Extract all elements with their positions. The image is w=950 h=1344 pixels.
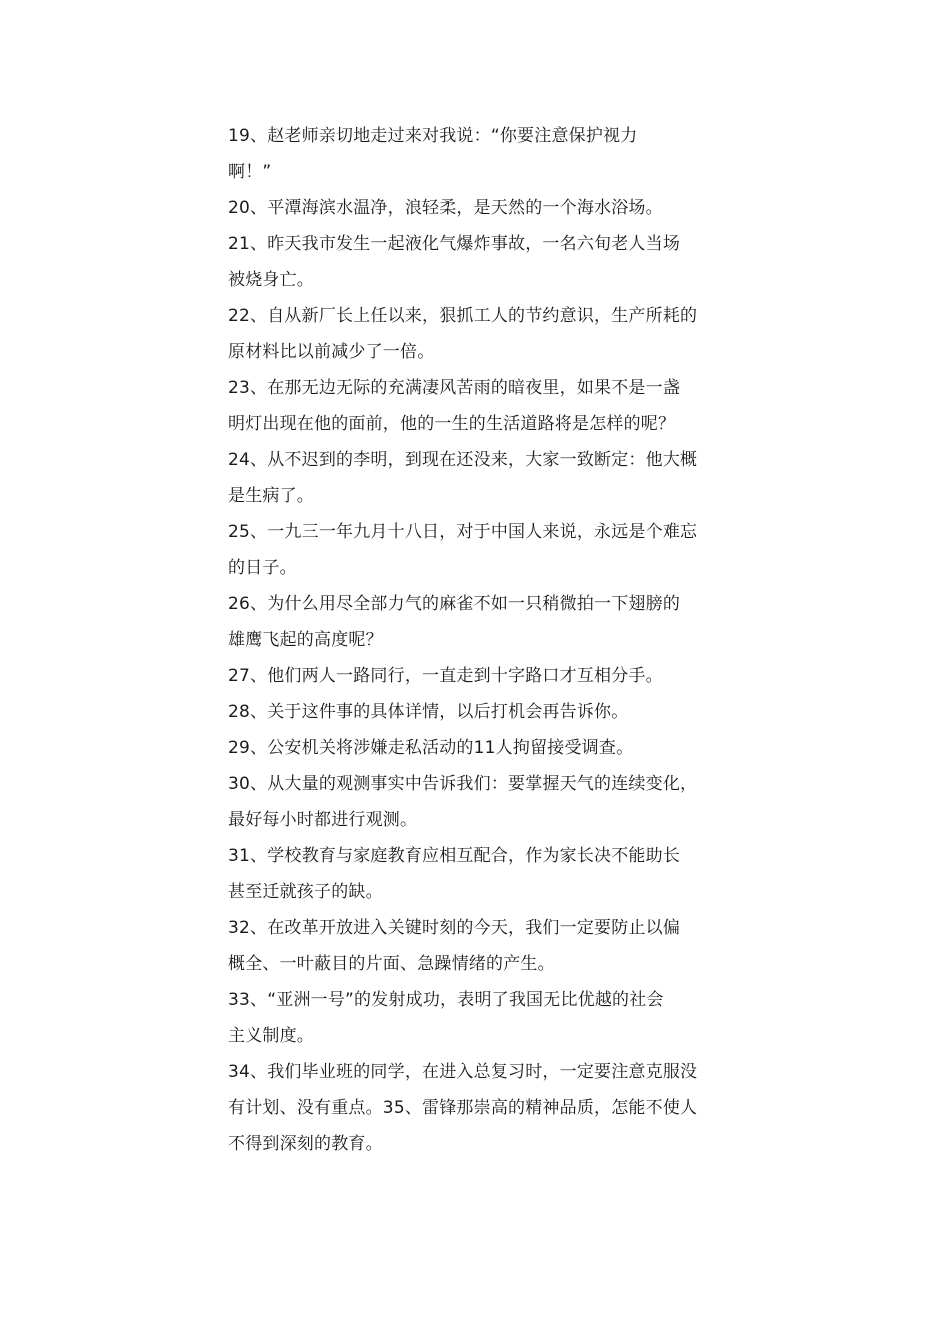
text-line: 31、学校教育与家庭教育应相互配合，作为家长决不能助长 [228,846,681,866]
text-line: 26、为什么用尽全部力气的麻雀不如一只稍微拍一下翅膀的 [228,594,681,614]
document-body [228,118,728,1162]
text-line: 最好每小时都进行观测。 [228,810,418,830]
text-line: 29、公安机关将涉嫌走私活动的11人拘留接受调查。 [228,738,634,758]
text-line: 的日子。 [228,558,297,578]
text-line: 是生病了。 [228,486,314,506]
text-line: 雄鹰飞起的高度呢？ [228,630,383,650]
text-line: 20、平潭海滨水温净，浪轻柔，是天然的一个海水浴场。 [228,198,663,218]
text-line: 19、赵老师亲切地走过来对我说：“你要注意保护视力 [228,126,638,146]
text-line: 被烧身亡。 [228,270,314,290]
text-line: 概全、一叶蔽目的片面、急躁情绪的产生。 [228,954,555,974]
text-line: 33、“亚洲一号”的发射成功，表明了我国无比优越的社会 [228,990,664,1010]
text-line: 21、昨天我市发生一起液化气爆炸事故，一名六旬老人当场 [228,234,681,254]
text-line: 不得到深刻的教育。 [228,1134,383,1154]
text-line: 27、他们两人一路同行，一直走到十字路口才互相分手。 [228,666,663,686]
text-line: 明灯出现在他的面前，他的一生的生活道路将是怎样的呢？ [228,414,676,434]
text-line: 25、一九三一年九月十八日，对于中国人来说，永远是个难忘 [228,522,698,542]
text-line: 30、从大量的观测事实中告诉我们：要掌握天气的连续变化， [228,774,698,794]
text-line: 28、关于这件事的具体详情，以后打机会再告诉你。 [228,702,629,722]
text-line: 主义制度。 [228,1026,314,1046]
text-line: 34、我们毕业班的同学，在进入总复习时，一定要注意克服没 [228,1062,698,1082]
text-line: 22、自从新厂长上任以来，狠抓工人的节约意识，生产所耗的 [228,306,698,326]
text-line: 原材料比以前减少了一倍。 [228,342,435,362]
text-line: 32、在改革开放进入关键时刻的今天，我们一定要防止以偏 [228,918,681,938]
text-line: 23、在那无边无际的充满凄风苦雨的暗夜里，如果不是一盏 [228,378,681,398]
text-line: 甚至迁就孩子的缺。 [228,882,383,902]
text-line: 啊！” [228,162,272,182]
text-line: 有计划、没有重点。35、雷锋那崇高的精神品质，怎能不使人 [228,1098,698,1118]
text-line: 24、从不迟到的李明，到现在还没来，大家一致断定：他大概 [228,450,698,470]
